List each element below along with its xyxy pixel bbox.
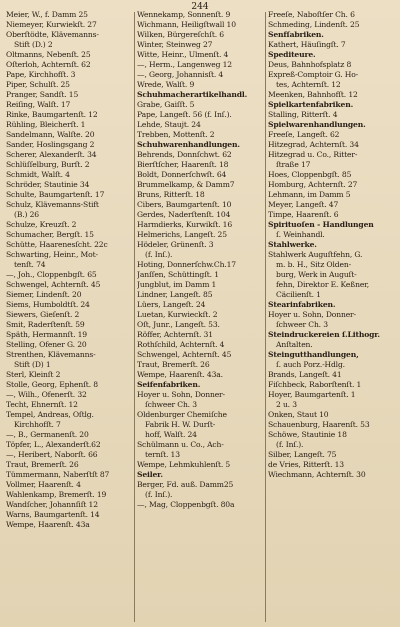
directory-entry: Hitzegrad, Achternſt. 34 — [268, 140, 359, 149]
directory-entry: Schwarting, Heinr., Mot- — [6, 250, 98, 259]
directory-column-1 — [6, 10, 132, 530]
directory-entry: Sandelmann, Walſte. 20 — [6, 130, 95, 139]
directory-entry: Hoes, Cloppenbgſt. 85 — [268, 170, 352, 179]
directory-entry: Meyer, Langeſt. 47 — [268, 200, 339, 209]
entry-continuation: hoff, Walſt. 24 — [145, 430, 197, 439]
entry-continuation: m. b. H., Sitz Olden- — [276, 260, 351, 269]
entry-continuation: Anſtalten. — [276, 340, 313, 349]
entry-continuation: Stift (D.) 2 — [14, 40, 53, 49]
directory-entry: —, B., Germanenſt. 20 — [6, 430, 89, 439]
directory-entry: Scherer, Alexanderſt. 34 — [6, 150, 97, 159]
entry-continuation: tes, Achternſt. 12 — [276, 80, 341, 89]
entry-continuation: ſtraße 17 — [276, 160, 311, 169]
directory-entry: Boldt, Donnerſchwſt. 64 — [137, 170, 227, 179]
directory-entry: Gerdes, Naderſtenſt. 104 — [137, 210, 231, 219]
directory-entry: Sterl, Kleinſt 2 — [6, 370, 61, 379]
section-heading: Schuhwarenhandlungen. — [137, 140, 240, 149]
directory-entry: Freeſe, Langeſt. 62 — [268, 130, 340, 139]
directory-entry: Schwengel, Achternſt. 45 — [137, 350, 232, 359]
directory-entry: Hoyer u. Sohn, Donner- — [268, 310, 356, 319]
entry-continuation: (f. Inſ.). — [145, 250, 173, 259]
entry-continuation: 2 u. 3 — [276, 400, 297, 409]
directory-entry: Witte, Heinr., Ulmenſt. 4 — [137, 50, 229, 59]
directory-column-3 — [268, 10, 394, 480]
directory-entry: Onken, Staut 10 — [268, 410, 329, 419]
directory-entry: Piper, Schulſt. 25 — [6, 80, 70, 89]
column-divider — [265, 12, 266, 622]
directory-entry: Warns, Baumgartenſt. 14 — [6, 510, 100, 519]
directory-entry: Traut, Bremerſt. 26 — [137, 360, 210, 369]
entry-continuation: Cäcilienſt. 1 — [276, 290, 321, 299]
directory-entry: Oſt, Junr., Langeſt. 53. — [137, 320, 220, 329]
directory-entry: Brands, Langeſt. 41 — [268, 370, 342, 379]
directory-entry: Hoting, Donnerſchw.Ch.17 — [137, 260, 236, 269]
directory-entry: —, Herm., Langenweg 12 — [137, 60, 232, 69]
directory-entry: Schütte, Haarenesſcht. 22c — [6, 240, 108, 249]
directory-entry: Sander, Hoslingsgang 2 — [6, 140, 95, 149]
directory-entry: Hoyer u. Sohn, Donner- — [137, 390, 225, 399]
entry-continuation: ternſt. 13 — [145, 450, 180, 459]
directory-entry: Trebben, Mottenſt. 2 — [137, 130, 215, 139]
directory-entry: Späth, Hermannſt. 19 — [6, 330, 87, 339]
directory-entry: Deus, Bahnhofsplatz 8 — [268, 60, 352, 69]
directory-entry: Pranger, Sandſt. 15 — [6, 90, 79, 99]
directory-entry: —, Heribert, Naborſt. 66 — [6, 450, 98, 459]
directory-entry: Homburg, Achternſt. 27 — [268, 180, 358, 189]
directory-entry: —, Joh., Cloppenbgſt. 65 — [6, 270, 97, 279]
directory-entry: Oltmanns, Nebenſt. 25 — [6, 50, 91, 59]
directory-entry: Wempe, Haarenſt. 43a — [6, 520, 90, 529]
section-heading: Stearinfabriken. — [268, 300, 336, 309]
directory-entry: Schöwe, Stautinie 18 — [268, 430, 347, 439]
directory-entry: —, Georg, Johannisſt. 4 — [137, 70, 224, 79]
section-heading: Schuhmacherartikelhandl. — [137, 90, 248, 99]
directory-entry: Berger, Fd. auß. Damm25 — [137, 480, 234, 489]
directory-entry: Wennekamp, Sonnenſt. 9 — [137, 10, 231, 19]
entry-continuation: ſchweer Ch. 3 — [276, 320, 328, 329]
section-heading: Seifenfabriken. — [137, 380, 201, 389]
directory-entry: Grabe, Gaiſſt. 5 — [137, 100, 195, 109]
directory-entry: Hoyer, Baumgartenſt. 1 — [268, 390, 356, 399]
directory-entry: Bierſtſcher, Haarenſt. 18 — [137, 160, 229, 169]
directory-entry: Röffer, Achternſt. 31 — [137, 330, 213, 339]
directory-entry: Oſterloh, Achternſt. 62 — [6, 60, 91, 69]
directory-entry: Expreß-Comptoir G. Ho- — [268, 70, 359, 79]
directory-entry: Winter, Steinweg 27 — [137, 40, 213, 49]
section-heading: Spediteure. — [268, 50, 316, 59]
directory-entry: Traut, Bremerſt. 26 — [6, 460, 79, 469]
directory-entry: Meenken, Bahnhofſt. 12 — [268, 90, 358, 99]
directory-entry: Schauenburg, Haarenſt. 53 — [268, 420, 370, 429]
entry-continuation: Stift (D) 1 — [14, 360, 51, 369]
entry-continuation: burg, Werk in Auguſt- — [276, 270, 357, 279]
entry-continuation: ſ. Weinhandl. — [276, 230, 325, 239]
directory-entry: Brummelkamp, & Damm7 — [137, 180, 235, 189]
directory-entry: Tümmermann, Naberſtſt 87 — [6, 470, 110, 479]
directory-entry: —, Wilh., Ofenerſt. 32 — [6, 390, 87, 399]
directory-entry: Wempe, Haarenſt. 43a. — [137, 370, 223, 379]
directory-entry: Wrede, Walſt. 9 — [137, 80, 195, 89]
directory-entry: Timpe, Haarenſt. 6 — [268, 210, 339, 219]
directory-entry: Oberſtödte, Klävemanns- — [6, 30, 99, 39]
directory-entry: Helmerichs, Langeſt. 25 — [137, 230, 227, 239]
directory-entry: Schmidt, Walſt. 4 — [6, 170, 70, 179]
directory-column-2 — [137, 10, 263, 510]
directory-entry: Smit, Raderſtenſt. 59 — [6, 320, 85, 329]
directory-entry: Meier, W., f. Damm 25 — [6, 10, 88, 19]
section-heading: Senfſabriken. — [268, 30, 324, 39]
directory-entry: Luetan, Kurwieckſt. 2 — [137, 310, 218, 319]
directory-entry: Bruns, Ritterſt. 18 — [137, 190, 205, 199]
directory-entry: Wilken, Bürgereſchſt. 6 — [137, 30, 224, 39]
directory-entry: Hitzegrad u. Co., Ritter- — [268, 150, 358, 159]
directory-entry: Hödeler, Grünenſt. 3 — [137, 240, 214, 249]
directory-entry: Lindner, Langeſt. 85 — [137, 290, 213, 299]
directory-entry: Wichmann, Heiligſtwall 10 — [137, 20, 236, 29]
directory-entry: Niemeyer, Kurwiekſt. 27 — [6, 20, 97, 29]
section-heading: Spielkartenfabriken. — [268, 100, 354, 109]
entry-continuation: ſchweer Ch. 3 — [145, 400, 197, 409]
entry-continuation: (f. Inſ.). — [276, 440, 304, 449]
entry-continuation: (B.) 26 — [14, 210, 39, 219]
directory-entry: Schülmann u. Co., Ach- — [137, 440, 224, 449]
directory-entry: Siemer, Lindenſt. 20 — [6, 290, 82, 299]
directory-entry: Siems, Humboldtſt. 24 — [6, 300, 90, 309]
section-heading: Steingutthandlungen, — [268, 350, 359, 359]
directory-entry: Töpfer, L., Alexanderſt.62 — [6, 440, 101, 449]
column-divider — [134, 12, 135, 622]
section-heading: Stahlwerke. — [268, 240, 317, 249]
directory-entry: Cibers, Baumgartenſt. 10 — [137, 200, 232, 209]
entry-continuation: (f. Inſ.). — [145, 490, 173, 499]
directory-entry: Lüers, Langeſt. 24 — [137, 300, 206, 309]
directory-entry: Freeſe, Naboſtſer Ch. 6 — [268, 10, 355, 19]
directory-entry: Pape, Langeſt. 56 (f. Inſ.). — [137, 110, 232, 119]
entry-continuation: fehn, Direktor E. Keßner, — [276, 280, 370, 289]
directory-entry: de Vries, Ritterſt. 13 — [268, 460, 344, 469]
section-heading: Seiler. — [137, 470, 163, 479]
directory-entry: Siewers, Gieſenſt. 2 — [6, 310, 80, 319]
directory-entry: Kathert, Häuſingſt. 7 — [268, 40, 346, 49]
directory-entry: Schulte, Baumgartenſt. 17 — [6, 190, 105, 199]
section-heading: Spielwarenhandlungen. — [268, 120, 366, 129]
entry-continuation: Kirchhofſt. 7 — [14, 420, 61, 429]
directory-entry: Behrends, Donnſchwt. 62 — [137, 150, 232, 159]
directory-entry: Rühling, Bleicherſt. 1 — [6, 120, 86, 129]
page-number: 244 — [191, 2, 209, 12]
directory-entry: Lehmann, im Damm 5 — [268, 190, 351, 199]
directory-entry: Oldenburger Chemiſche — [137, 410, 227, 419]
directory-entry: Techt, Ehnernſt. 12 — [6, 400, 78, 409]
directory-entry: Pape, Kirchhofſt. 3 — [6, 70, 76, 79]
directory-entry: Vollmer, Haarenſt. 4 — [6, 480, 81, 489]
directory-entry: Schlüſſelburg, Burſt. 2 — [6, 160, 90, 169]
directory-entry: Lehde, Staujt. 24 — [137, 120, 201, 129]
entry-continuation: Fabrik H. W. Durſt- — [145, 420, 216, 429]
entry-continuation: tenſt. 74 — [14, 260, 46, 269]
directory-entry: Wandſcher, Johannſiſt 12 — [6, 500, 98, 509]
directory-entry: Wahlenkamp, Bremerſt. 19 — [6, 490, 107, 499]
directory-entry: Harmdierks, Kurwikſt. 16 — [137, 220, 233, 229]
directory-entry: Schulz, Klävemanns-Stift — [6, 200, 99, 209]
directory-entry: Stalling, Ritterſt. 4 — [268, 110, 338, 119]
directory-entry: Schwengel, Achternſt. 45 — [6, 280, 101, 289]
section-heading: Steindruckereien ſ.Lithogr. — [268, 330, 380, 339]
directory-entry: Stolle, Georg, Ephenſt. 8 — [6, 380, 98, 389]
directory-entry: Jungblut, im Damm 1 — [137, 280, 217, 289]
directory-entry: Strenthen, Klävemanns- — [6, 350, 96, 359]
directory-entry: Schröder, Stautinie 34 — [6, 180, 90, 189]
section-heading: Spirituoſen - Handlungen — [268, 220, 374, 229]
directory-entry: Fiſchbeck, Raborſtenſt. 1 — [268, 380, 362, 389]
directory-entry: Schumacher, Bergſt. 15 — [6, 230, 94, 239]
directory-entry: Stelling, Ofener G. 20 — [6, 340, 87, 349]
directory-entry: Rothſchild, Achternſt. 4 — [137, 340, 225, 349]
directory-entry: Stahlwerk Auguſtfehn, G. — [268, 250, 363, 259]
directory-entry: Schulze, Kreuzſt. 2 — [6, 220, 77, 229]
directory-entry: Reiſing, Walſt. 17 — [6, 100, 71, 109]
directory-entry: —, Mag, Cloppenbgſt. 80a — [137, 500, 235, 509]
directory-entry: Schmeding, Lindenſt. 25 — [268, 20, 360, 29]
entry-continuation: ſ. auch Porz.-Hdlg. — [276, 360, 345, 369]
directory-entry: Rinke, Baumgartenſt. 12 — [6, 110, 98, 119]
directory-entry: Silber, Langeſt. 75 — [268, 450, 337, 459]
directory-entry: Wiechmann, Achternſt. 30 — [268, 470, 366, 479]
directory-entry: Tempel, Andreas, Oſtlg. — [6, 410, 94, 419]
directory-entry: Janſſen, Schüttingſt. 1 — [137, 270, 219, 279]
directory-entry: Wempe, Lehmkuhlenſt. 5 — [137, 460, 231, 469]
